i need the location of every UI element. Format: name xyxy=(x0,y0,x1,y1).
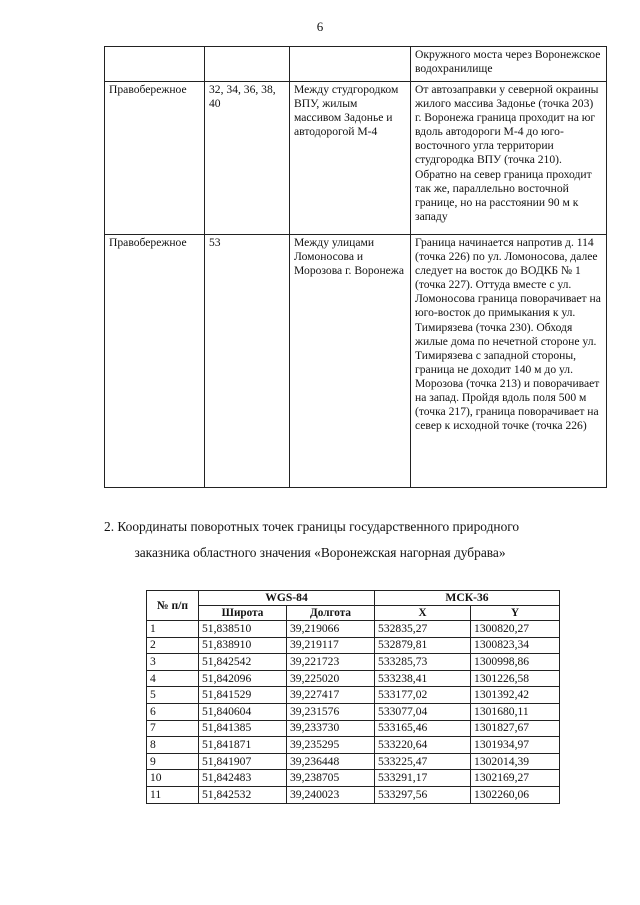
header-y: Y xyxy=(471,606,560,621)
table-row xyxy=(147,737,560,754)
table-row xyxy=(105,47,607,82)
y-coordinate: 1300820,27 xyxy=(471,621,560,638)
table-row xyxy=(147,621,560,638)
latitude: 51,842542 xyxy=(199,654,287,671)
longitude: 39,231576 xyxy=(287,703,375,720)
longitude: 39,236448 xyxy=(287,753,375,770)
header-latitude: Широта xyxy=(199,606,287,621)
zone-location: Между студгородком ВПУ, жилым массивом Задонье и автодорогой М-4 xyxy=(294,83,399,139)
zone-type-cell xyxy=(105,82,205,235)
x-coordinate: 532879,81 xyxy=(375,637,471,654)
table-row xyxy=(147,637,560,654)
latitude: 51,840604 xyxy=(199,703,287,720)
latitude: 51,842483 xyxy=(199,770,287,787)
zone-points: 32, 34, 36, 38, 40 xyxy=(209,83,276,111)
longitude: 39,240023 xyxy=(287,786,375,803)
longitude: 39,219117 xyxy=(287,637,375,654)
latitude: 51,842532 xyxy=(199,786,287,803)
x-coordinate: 533225,47 xyxy=(375,753,471,770)
y-coordinate: 1300823,34 xyxy=(471,637,560,654)
header-num: № п/п xyxy=(147,591,199,621)
table-row xyxy=(147,654,560,671)
table-row xyxy=(147,687,560,704)
zone-location-cell xyxy=(290,235,411,488)
page-number: 6 xyxy=(316,19,324,34)
zone-type: Правобережное xyxy=(109,83,187,96)
header-longitude: Долгота xyxy=(287,606,375,621)
y-coordinate: 1301226,58 xyxy=(471,670,560,687)
zone-points-cell xyxy=(205,235,290,488)
header-x: X xyxy=(375,606,471,621)
x-coordinate: 533177,02 xyxy=(375,687,471,704)
x-coordinate: 533291,17 xyxy=(375,770,471,787)
latitude: 51,841529 xyxy=(199,687,287,704)
zone-location xyxy=(294,48,406,81)
table-row xyxy=(147,720,560,737)
latitude: 51,841871 xyxy=(199,737,287,754)
x-coordinate: 532835,27 xyxy=(375,621,471,638)
point-number: 2 xyxy=(147,637,199,654)
y-coordinate: 1302260,06 xyxy=(471,786,560,803)
table-row xyxy=(105,235,607,488)
y-coordinate: 1302014,39 xyxy=(471,753,560,770)
y-coordinate: 1301680,11 xyxy=(471,703,560,720)
zone-points: 53 xyxy=(209,236,221,249)
zone-boundary-cell xyxy=(411,82,607,235)
zones-table xyxy=(104,46,607,488)
table-row xyxy=(147,753,560,770)
y-coordinate: 1301392,42 xyxy=(471,687,560,704)
longitude: 39,225020 xyxy=(287,670,375,687)
y-coordinate: 1302169,27 xyxy=(471,770,560,787)
table-row xyxy=(147,670,560,687)
longitude: 39,219066 xyxy=(287,621,375,638)
table-row xyxy=(147,786,560,803)
zone-location: Между улицами Ломоносова и Морозова г. Воронежа xyxy=(294,236,404,278)
zone-type xyxy=(109,48,200,81)
latitude: 51,841907 xyxy=(199,753,287,770)
y-coordinate: 1301934,97 xyxy=(471,737,560,754)
y-coordinate: 1300998,86 xyxy=(471,654,560,671)
longitude: 39,235295 xyxy=(287,737,375,754)
zone-points-cell xyxy=(205,47,290,82)
longitude: 39,221723 xyxy=(287,654,375,671)
section-heading-line-2: заказника областного значения «Воронежская нагорная дубрава» xyxy=(134,545,506,560)
coordinates-table xyxy=(146,590,560,804)
point-number: 6 xyxy=(147,703,199,720)
zone-type-cell xyxy=(105,47,205,82)
table-row xyxy=(147,770,560,787)
point-number: 11 xyxy=(147,786,199,803)
header-row xyxy=(147,591,560,606)
subheader-row xyxy=(147,606,560,621)
x-coordinate: 533238,41 xyxy=(375,670,471,687)
longitude: 39,233730 xyxy=(287,720,375,737)
table-row xyxy=(147,703,560,720)
longitude: 39,227417 xyxy=(287,687,375,704)
y-coordinate: 1301827,67 xyxy=(471,720,560,737)
point-number: 9 xyxy=(147,753,199,770)
latitude: 51,838510 xyxy=(199,621,287,638)
x-coordinate: 533077,04 xyxy=(375,703,471,720)
point-number: 1 xyxy=(147,621,199,638)
zone-location-cell xyxy=(290,47,411,82)
zone-type-cell xyxy=(105,235,205,488)
zone-boundary: От автозаправки у северной окраины жилого массива Задонье (точка 203) г. Воронежа граница проходит на юг вдоль автодороги М-4 до юго-восточного угла территории студгородка ВПУ (точка 210). Обратно на север граница проходит так же, параллельно восточной границе, но на расстоянии 90 м к западу xyxy=(415,83,599,223)
point-number: 8 xyxy=(147,737,199,754)
zone-boundary: Граница начинается напротив д. 114 (точка 226) по ул. Ломоносова, далее следует на восток до ВОДКБ № 1 (точка 227). Оттуда вместе с ул. Ломоносова граница поворачивает на юго-восток до примыкания к ул. Тимирязева (точка 230). Обходя жилые дома по нечетной стороне ул. Тимирязева с западной стороны, граница не доходит 140 м до ул. Морозова (точка 213) и поворачивает на запад. Пройдя вдоль поля 500 м (точка 217), граница поворачивает на север к исходной точке (точка 226) xyxy=(415,236,601,433)
latitude: 51,838910 xyxy=(199,637,287,654)
latitude: 51,841385 xyxy=(199,720,287,737)
x-coordinate: 533220,64 xyxy=(375,737,471,754)
zone-boundary-cell xyxy=(411,235,607,488)
table-row xyxy=(105,82,607,235)
point-number: 4 xyxy=(147,670,199,687)
x-coordinate: 533285,73 xyxy=(375,654,471,671)
zone-points-cell xyxy=(205,82,290,235)
latitude: 51,842096 xyxy=(199,670,287,687)
point-number: 5 xyxy=(147,687,199,704)
point-number: 10 xyxy=(147,770,199,787)
zone-boundary-cell xyxy=(411,47,607,82)
zone-location-cell xyxy=(290,82,411,235)
longitude: 39,238705 xyxy=(287,770,375,787)
x-coordinate: 533297,56 xyxy=(375,786,471,803)
point-number: 7 xyxy=(147,720,199,737)
zone-type: Правобережное xyxy=(109,236,187,249)
section-heading-line-1: 2. Координаты поворотных точек границы государственного природного xyxy=(104,519,520,534)
x-coordinate: 533165,46 xyxy=(375,720,471,737)
header-wgs84: WGS-84 xyxy=(199,591,375,606)
zone-boundary: Окружного моста через Воронежское водохранилище xyxy=(415,48,601,76)
zone-points xyxy=(209,48,285,81)
point-number: 3 xyxy=(147,654,199,671)
header-msk36: МСК-36 xyxy=(375,591,560,606)
